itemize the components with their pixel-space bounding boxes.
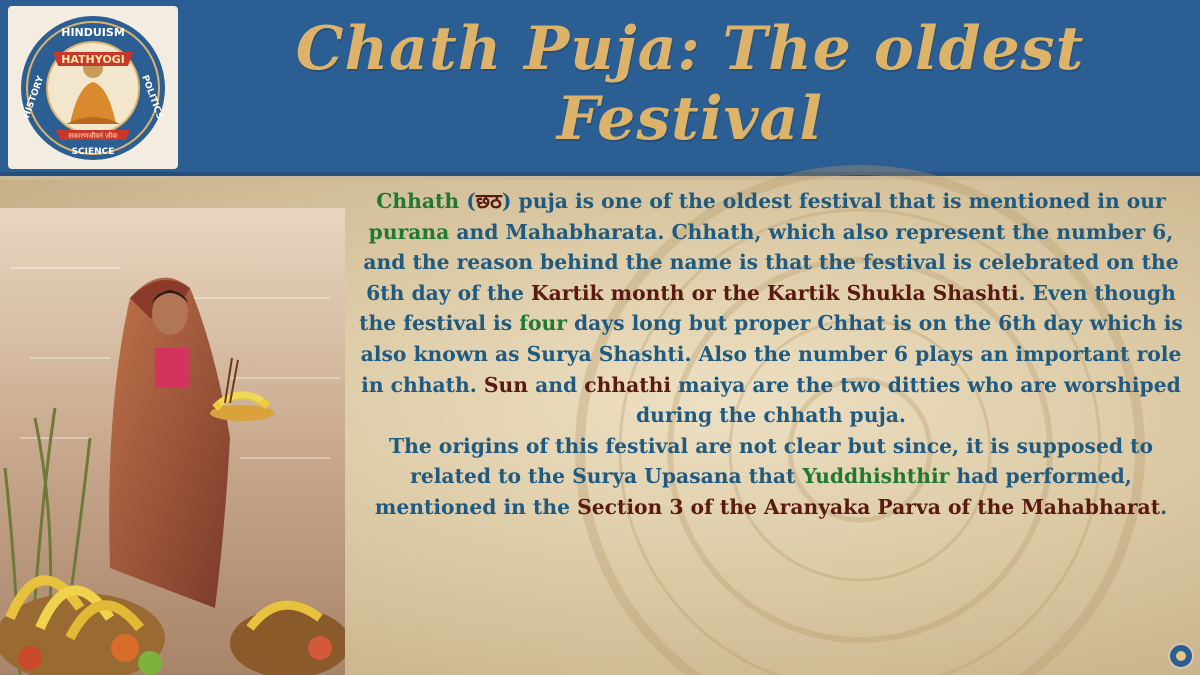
text-run: had performed, mentioned in the (374, 464, 1132, 519)
text-run: and (528, 372, 585, 397)
text-run: . (1160, 494, 1168, 519)
article-text (350, 186, 1192, 523)
term-aranyaka-parva: Section 3 of the Aranyaka Parva of the Mahabharat (577, 494, 1161, 519)
term-purana: purana (368, 219, 450, 244)
logo-top-text: HINDUISM (61, 26, 125, 39)
term-chhath-hindi: छठ (475, 189, 502, 213)
term-four: four (519, 311, 567, 336)
term-sun: Sun (483, 372, 529, 397)
term-chhathi: chhathi (584, 372, 672, 397)
logo-left-text: HISTORY (21, 74, 47, 120)
term-yuddhishthir: Yuddhishthir (802, 464, 950, 489)
page-title: Chath Puja: The oldest Festival (295, 14, 1085, 154)
text-run: days long but proper Chhat is on the 6th day which is also known as Surya Shashti. Also the number 6 plays an important role in chhath. (360, 311, 1183, 397)
logo-bottom-text: SCIENCE (71, 147, 115, 157)
hathyogi-logo (8, 6, 178, 169)
text-run: . Even though the festival is (359, 280, 1176, 336)
content-area (0, 180, 1200, 675)
chhath-devotee-photo (0, 208, 345, 675)
term-kartik: Kartik month or the Kartik Shukla Shashti (531, 280, 1019, 305)
text-run: maiya are the two ditties who are worshiped during the chhath puja. (635, 372, 1181, 428)
logo-motto: सकारणजीवनं जीवः (68, 132, 118, 140)
devotee-illustration (0, 208, 345, 675)
term-chhath: Chhath (376, 189, 460, 213)
logo-banner-text: HATHYOGI (61, 53, 125, 66)
text-run: ) puja is one of the oldest festival that is mentioned in our (501, 189, 1166, 213)
text-run: ( (459, 189, 476, 213)
logo-right-text: POLITICS (139, 73, 165, 121)
text-run: The origins of this festival are not clear but since, it is supposed to related to the Surya Upasana that (388, 433, 1153, 489)
watermark-icon (1168, 643, 1194, 669)
text-run: and Mahabharata. Chhath, which also represent the number 6, and the reason behind the name is that the festival is celebrated on the 6th day of the (363, 219, 1179, 305)
logo-emblem (8, 6, 178, 169)
